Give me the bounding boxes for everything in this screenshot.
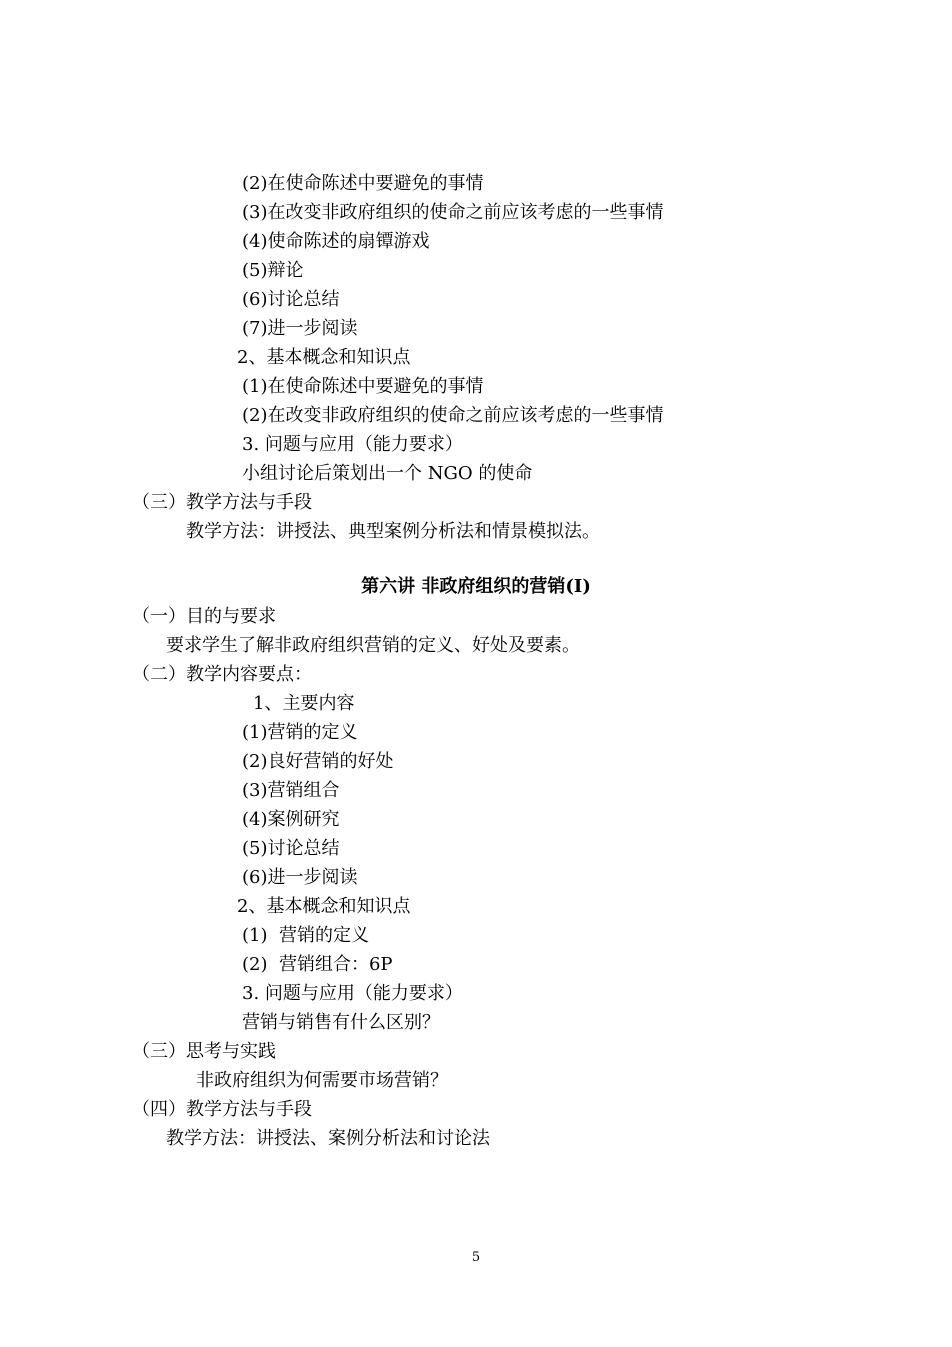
paragraph: 教学方法：讲授法、案例分析法和讨论法 (166, 1128, 490, 1149)
list-item: (6)进一步阅读 (242, 867, 358, 888)
section-subheading: 1、主要内容 (253, 693, 355, 714)
section-subheading: 3. 问题与应用（能力要求） (242, 434, 463, 455)
section-subheading: 2、基本概念和知识点 (237, 896, 411, 917)
list-item: (2)良好营销的好处 (242, 751, 394, 772)
list-item: (3)在改变非政府组织的使命之前应该考虑的一些事情 (242, 202, 664, 223)
list-item: (5)辩论 (242, 260, 304, 281)
list-item: (3)营销组合 (242, 780, 340, 801)
section-heading: （一）目的与要求 (132, 606, 276, 627)
list-item: (2)在改变非政府组织的使命之前应该考虑的一些事情 (242, 405, 664, 426)
list-item: (2)在使命陈述中要避免的事情 (242, 173, 484, 194)
list-item: (7)进一步阅读 (242, 318, 358, 339)
paragraph: 非政府组织为何需要市场营销？ (196, 1070, 448, 1091)
section-heading: （三）思考与实践 (132, 1041, 276, 1062)
section-subheading: 2、基本概念和知识点 (237, 347, 411, 368)
paragraph: 营销与销售有什么区别？ (242, 1012, 440, 1033)
list-item: (5)讨论总结 (242, 838, 340, 859)
paragraph: 小组讨论后策划出一个 NGO 的使命 (242, 463, 533, 484)
section-heading: （二）教学内容要点： (132, 664, 312, 685)
section-subheading: 3. 问题与应用（能力要求） (242, 983, 463, 1004)
list-item: (1)在使命陈述中要避免的事情 (242, 376, 484, 397)
page-number: 5 (471, 1250, 481, 1265)
list-item: (2) 营销组合：6P (242, 954, 393, 975)
lecture-title: 第六讲 非政府组织的营销(Ⅰ) (361, 576, 591, 597)
list-item: (4)案例研究 (242, 809, 340, 830)
list-item: (1) 营销的定义 (242, 925, 369, 946)
paragraph: 要求学生了解非政府组织营销的定义、好处及要素。 (166, 635, 580, 656)
list-item: (1)营销的定义 (242, 722, 358, 743)
list-item: (4)使命陈述的扇镡游戏 (242, 231, 430, 252)
section-heading: （三）教学方法与手段 (132, 492, 312, 513)
section-heading: （四）教学方法与手段 (132, 1099, 312, 1120)
list-item: (6)讨论总结 (242, 289, 340, 310)
paragraph: 教学方法：讲授法、典型案例分析法和情景模拟法。 (186, 521, 600, 542)
